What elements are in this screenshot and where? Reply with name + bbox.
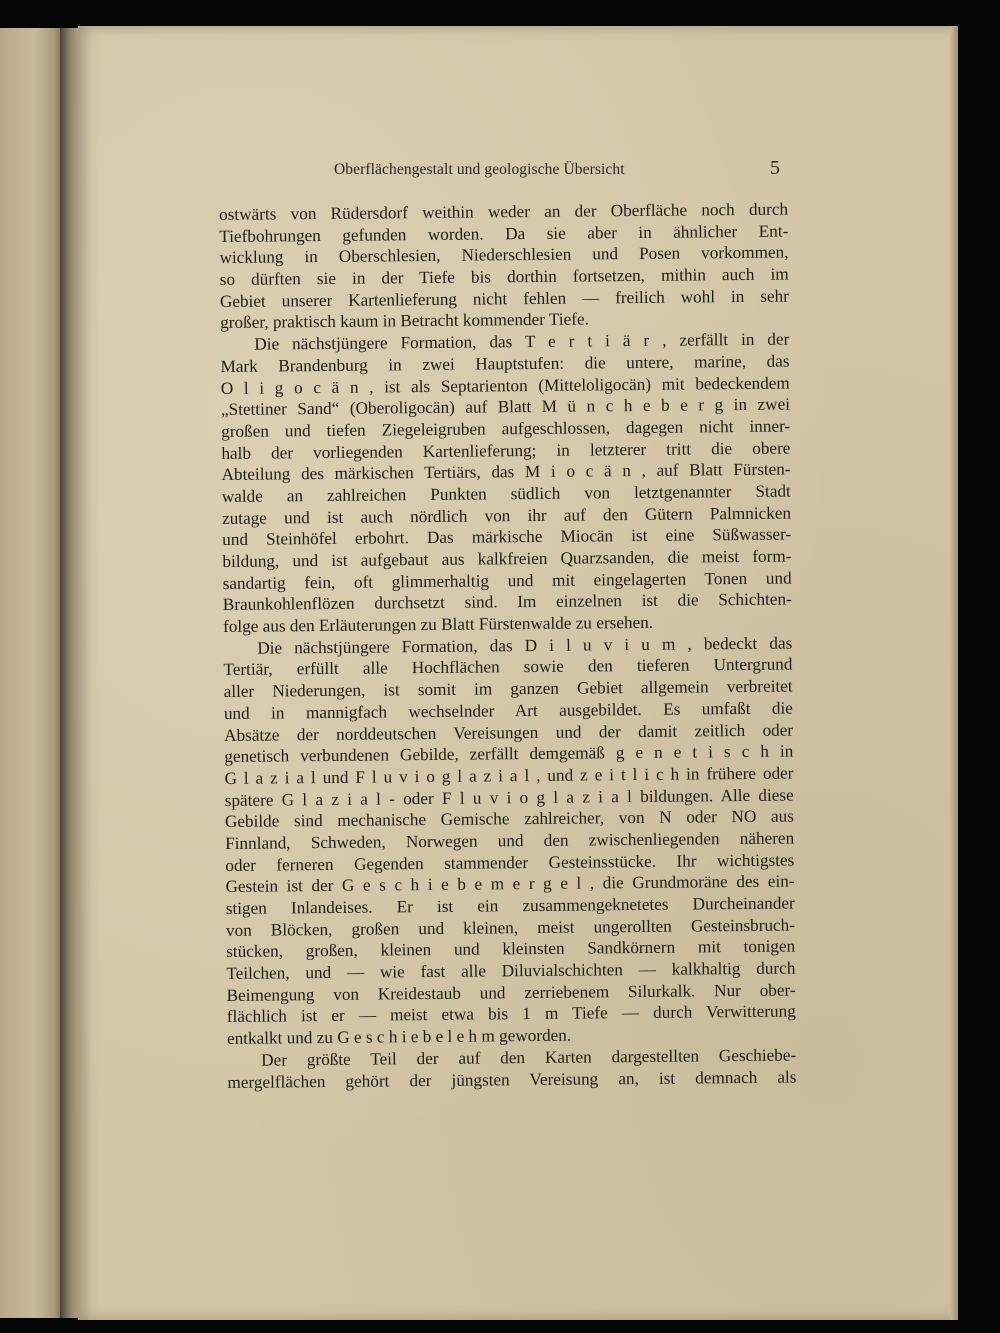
text-line: wicklung in Oberschlesien, Niederschlesien und Posen vorkommen, — [219, 242, 789, 268]
text-line: Finnland, Schweden, Norwegen und den zwischenliegenden näheren — [225, 828, 795, 853]
text-line: so dürften sie in der Tiefe bis dorthin fortsetzen, mithin auch im — [219, 264, 789, 290]
text-line: spätere G l a z i a l - oder F l u v i o g l a z i a l bildungen. Alle diese — [224, 785, 794, 810]
text-line: genetisch verbundenen Gebilde, zerfällt demgemäß g e n e t i s c h in — [224, 741, 794, 767]
body-text — [219, 199, 797, 1094]
text-line: und Steinhöfel erbohrt. Das märkische Miocän ist eine Süßwasser- — [222, 524, 792, 550]
text-line: stücken, großen, kleinen und kleinsten Sandkörnern mit tonigen — [226, 936, 796, 962]
text-line: Braunkohlenflözen durchsetzt sind. Im einzelnen ist die Schichten- — [222, 589, 792, 615]
text-line: bildung, und ist aufgebaut aus kalkfreien Quarzsanden, die meist form- — [222, 546, 792, 571]
text-line: Abteilung des märkischen Tertiärs, das M i o c ä n , auf Blatt Fürsten- — [221, 459, 791, 485]
text-line: „Stettiner Sand“ (Oberoligocän) auf Blatt M ü n c h e b e r g in zwei — [220, 394, 791, 420]
text-line: Die nächstjüngere Formation, das D i l u v i u m , bedeckt das — [257, 633, 793, 658]
text-line: Absätze der norddeutschen Vereisungen und der damit zeitlich oder — [224, 720, 794, 745]
text-line: zutage und ist auch nördlich von ihr auf den Gütern Palmnicken — [221, 503, 792, 528]
text-line: Tertiär, erfüllt alle Hochflächen sowie den tieferen Untergrund — [223, 654, 793, 680]
text-line: ostwärts von Rüdersdorf weithin weder an der Oberfläche noch durch — [219, 199, 789, 224]
page-right-edge — [950, 26, 958, 1320]
text-line: Der größte Teil der auf den Karten dargestellten Geschiebe- — [261, 1045, 797, 1070]
page-number: 5 — [770, 157, 781, 179]
text-line: entkalkt und zu G e s c h i e b e l e h m geworden. — [226, 1025, 572, 1049]
text-line: halb der vorliegenden Kartenlieferung; in letzterer tritt die obere — [221, 438, 791, 463]
text-line: Die nächstjüngere Formation, das T e r t i ä r , zerfällt in der — [254, 329, 790, 354]
text-line: Mark Brandenburg in zwei Hauptstufen: die untere, marine, das — [220, 351, 790, 376]
text-line: Gebilde sind mechanische Gemische zahlreicher, von N oder NO aus — [224, 806, 794, 832]
text-line: Beimengung von Kreidestaub und zerriebenem Silurkalk. Nur ober- — [226, 980, 796, 1005]
text-line: großer, praktisch kaum in Betracht kommender Tiefe. — [220, 309, 589, 333]
previous-page-edge — [0, 28, 64, 1318]
text-line: Teilchen, und — wie fast alle Diluvialschichten — kalkhaltig durch — [226, 958, 796, 984]
text-line: großen und tiefen Ziegeleigruben aufgeschlossen, dagegen nicht inner- — [221, 416, 791, 441]
text-line: oder ferneren Gegenden stammender Gesteinsstücke. Ihr wichtigstes — [225, 850, 795, 875]
text-line: folge aus den Erläuterungen zu Blatt Fürstenwalde zu ersehen. — [222, 612, 654, 637]
text-line: O l i g o c ä n , ist als Septarienton (Mitteloligocän) mit bedeckendem — [220, 373, 790, 398]
text-line: Gebiet unserer Kartenlieferung nicht fehlen — freilich wohl in sehr — [219, 286, 789, 311]
text-line: Gestein ist der G e s c h i e b e m e r g e l , die Grundmoräne des ein- — [225, 871, 795, 897]
text-line: walde an zahlreichen Punkten südlich von letztgenannter Stadt — [221, 481, 791, 506]
running-head — [334, 157, 794, 185]
text-line: stigen Inlandeises. Er ist ein zusammengeknetetes Durcheinander — [225, 893, 795, 918]
text-line: und in mannigfach wechselnder Art ausgebildet. Es umfaßt die — [223, 698, 793, 723]
text-line: flächlich ist er — meist etwa bis 1 m Tiefe — durch Verwitterung — [226, 1001, 796, 1027]
text-line: G l a z i a l und F l u v i o g l a z i a l , und z e i t l i c h in frühere oder — [224, 763, 794, 788]
running-head-title: Oberflächengestalt und geologische Übersicht — [334, 161, 625, 178]
text-line: aller Niederungen, ist somit im ganzen Gebiet allgemein verbreitet — [223, 676, 793, 702]
text-line: mergelflächen gehört der jüngsten Vereisung an, ist demnach als — [227, 1066, 797, 1092]
text-line: Tiefbohrungen gefunden worden. Da sie aber in ähnlicher Ent- — [219, 221, 789, 246]
text-line: sandartig fein, oft glimmerhaltig und mit eingelagerten Tonen und — [222, 568, 792, 593]
text-line: von Blöcken, großen und kleinen, meist ungerollten Gesteinsbruch- — [225, 915, 796, 940]
